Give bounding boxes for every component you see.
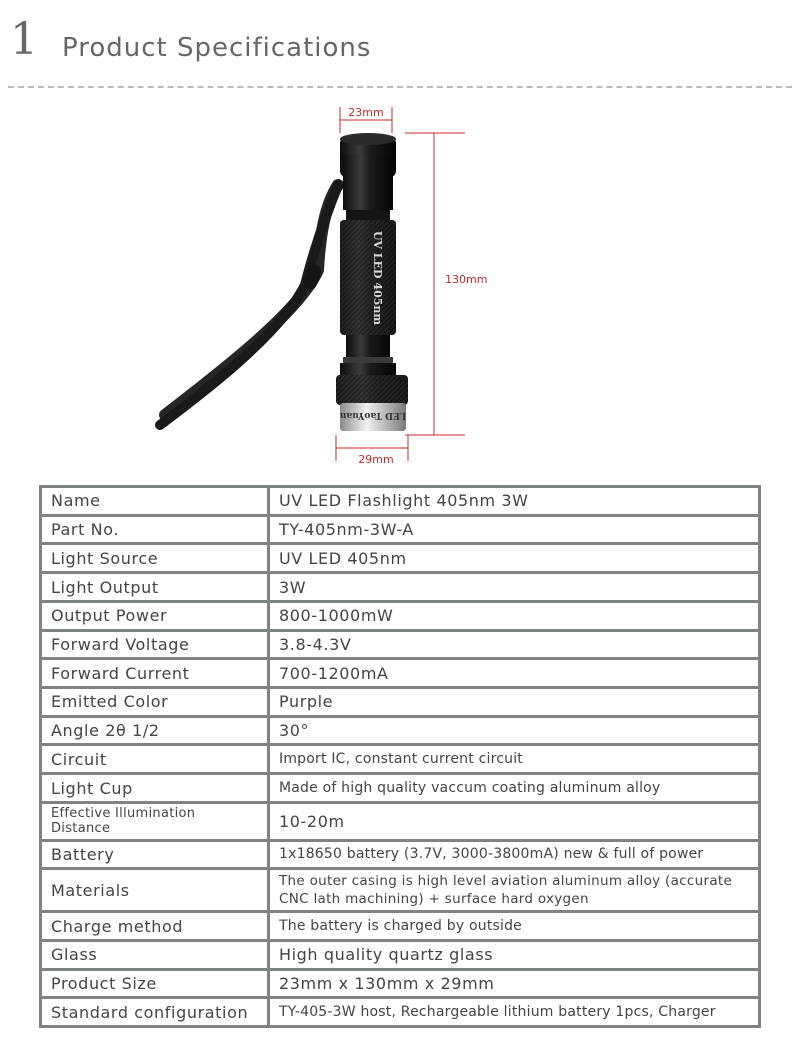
body-label: UV LED 405nm	[371, 230, 384, 326]
spec-label: Emitted Color	[42, 689, 267, 715]
spec-label: Effective Illumination Distance	[42, 804, 267, 839]
table-row	[42, 517, 758, 543]
spec-label: Glass	[42, 942, 267, 968]
spec-value: 23mm x 130mm x 29mm	[270, 971, 758, 997]
product-image	[0, 95, 800, 475]
spec-label: Output Power	[42, 603, 267, 629]
spec-label: Charge method	[42, 913, 267, 939]
table-row	[42, 746, 758, 772]
table-row	[42, 942, 758, 968]
spec-label: Materials	[42, 870, 267, 910]
table-row	[42, 999, 758, 1025]
spec-label: Forward Current	[42, 660, 267, 686]
spec-value: TY-405nm-3W-A	[270, 517, 758, 543]
spec-label: Angle 2θ 1/2	[42, 718, 267, 744]
spec-label: Name	[42, 488, 267, 514]
lanyard	[160, 185, 338, 425]
spec-label: Circuit	[42, 746, 267, 772]
table-row	[42, 689, 758, 715]
spec-table	[39, 485, 761, 1028]
spec-value: 30°	[270, 718, 758, 744]
table-row	[42, 660, 758, 686]
spec-label: Standard configuration	[42, 999, 267, 1025]
spec-label: Forward Voltage	[42, 632, 267, 658]
spec-value: 700-1200mA	[270, 660, 758, 686]
spec-label: Light Output	[42, 574, 267, 600]
spec-value: UV LED Flashlight 405nm 3W	[270, 488, 758, 514]
spec-value: Made of high quality vaccum coating aluminum alloy	[270, 775, 758, 801]
table-row	[42, 603, 758, 629]
spec-label: Light Cup	[42, 775, 267, 801]
section-header	[0, 0, 800, 95]
table-row	[42, 718, 758, 744]
dimension-height	[405, 133, 487, 435]
spec-value: High quality quartz glass	[270, 942, 758, 968]
table-row	[42, 488, 758, 514]
spec-value: 800-1000mW	[270, 603, 758, 629]
table-row	[42, 632, 758, 658]
table-row	[42, 574, 758, 600]
table-row	[42, 842, 758, 868]
spec-value: TY-405-3W host, Rechargeable lithium battery 1pcs, Charger	[270, 999, 758, 1025]
head-label: LED TaoYuan	[339, 410, 407, 420]
table-row	[42, 913, 758, 939]
table-row	[42, 870, 758, 910]
dimension-top	[340, 106, 392, 133]
table-row	[42, 804, 758, 839]
spec-value: 10-20m	[270, 804, 758, 839]
spec-value: 3W	[270, 574, 758, 600]
spec-label: Light Source	[42, 545, 267, 571]
section-number: 1	[10, 14, 38, 65]
table-row	[42, 971, 758, 997]
dimension-bottom-label: 29mm	[358, 453, 394, 466]
table-row	[42, 545, 758, 571]
spec-label: Product Size	[42, 971, 267, 997]
spec-value: Purple	[270, 689, 758, 715]
spec-value: The battery is charged by outside	[270, 913, 758, 939]
spec-value: UV LED 405nm	[270, 545, 758, 571]
dimension-height-label: 130mm	[445, 273, 488, 286]
spec-value: 3.8-4.3V	[270, 632, 758, 658]
header-divider	[8, 86, 792, 88]
section-title: Product Specifications	[62, 33, 372, 63]
flashlight-illustration	[0, 95, 800, 475]
dimension-bottom	[336, 435, 408, 466]
dimension-top-label: 23mm	[348, 106, 384, 119]
spec-label: Part No.	[42, 517, 267, 543]
spec-value: The outer casing is high level aviation aluminum alloy (accurate CNC lath machining) + surface hard oxygen	[270, 870, 758, 910]
table-row	[42, 775, 758, 801]
spec-value: Import IC, constant current circuit	[270, 746, 758, 772]
spec-value: 1x18650 battery (3.7V, 3000-3800mA) new & full of power	[270, 842, 758, 868]
spec-label: Battery	[42, 842, 267, 868]
